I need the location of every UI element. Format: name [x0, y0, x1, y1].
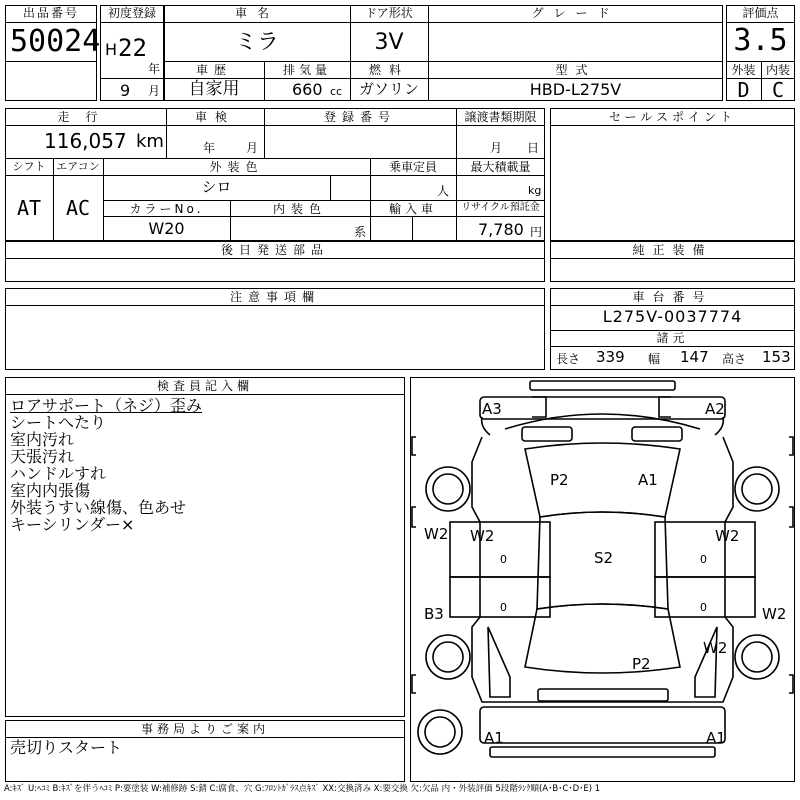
length-value: 339	[596, 348, 625, 366]
width-label: 幅	[648, 352, 661, 366]
inspection-year-unit: 年	[203, 141, 216, 155]
office-text: 売切りスタート	[10, 738, 123, 757]
damage-mark: A2	[705, 400, 725, 418]
inspector-line: 天張汚れ	[10, 447, 75, 466]
damage-mark: 0	[700, 553, 707, 566]
inspector-notes	[10, 397, 202, 533]
aircon-label: エアコン	[56, 160, 100, 173]
inspector-line: ロアサポート（ネジ）歪み	[10, 396, 203, 415]
damage-mark: P2	[632, 655, 651, 673]
length-label: 長さ	[556, 352, 581, 366]
damage-mark: P2	[550, 471, 569, 489]
damage-mark: W2	[715, 527, 740, 545]
fuel-label: 燃料	[368, 63, 409, 77]
inspector-line: 室内汚れ	[10, 430, 75, 449]
displacement-value: 660	[292, 80, 323, 99]
capacity-unit: 人	[437, 184, 450, 198]
door-type: 3V	[374, 30, 404, 55]
inspector-line: ハンドルすれ	[10, 464, 107, 483]
recycle-fee: 7,780	[478, 220, 524, 239]
interior-grade: C	[771, 78, 785, 102]
damage-mark: S2	[594, 549, 614, 567]
inspector-label: 検査員記入欄	[156, 379, 253, 393]
history-label: 車歴	[195, 63, 232, 77]
score-label: 評価点	[742, 6, 779, 20]
reg-month: 9	[120, 81, 131, 100]
inspector-line: 室内内張傷	[10, 481, 91, 500]
displacement-unit: cc	[330, 85, 343, 98]
displacement-label: 排気量	[282, 63, 331, 77]
first-reg-label: 初度登録	[107, 6, 156, 20]
door-label: ドア形状	[365, 6, 413, 20]
exterior-grade: D	[737, 78, 750, 102]
shift-label: シフト	[12, 160, 46, 173]
damage-mark: A3	[482, 400, 502, 418]
fuel-value: ガソリン	[358, 80, 419, 98]
inspector-line: シートへたり	[10, 413, 107, 432]
capacity-label: 乗車定員	[388, 160, 437, 174]
lot-label: 出品番号	[22, 6, 79, 20]
damage-mark: 0	[500, 553, 507, 566]
color-no-value: W20	[148, 219, 185, 238]
damage-mark: 0	[700, 601, 707, 614]
inspector-line: 外装うすい線傷、色あせ	[10, 498, 187, 517]
ext-color-value: シロ	[201, 178, 232, 196]
color-no-label: カラーNo.	[129, 202, 204, 216]
transfer-day-unit: 日	[527, 141, 540, 155]
era-letter: H	[105, 40, 118, 59]
history-value: 自家用	[188, 79, 240, 99]
mileage-unit: km	[136, 131, 164, 152]
damage-mark: W2	[470, 527, 495, 545]
damage-mark: W2	[424, 525, 449, 543]
int-color-label: 内装色	[272, 202, 327, 216]
damage-mark: A1	[706, 729, 726, 747]
dims-label: 諸元	[656, 331, 689, 345]
equipment-label: 純正装備	[632, 243, 713, 257]
ext-color-label: 外装色	[209, 160, 264, 174]
width-value: 147	[680, 348, 709, 366]
overall-score: 3.5	[733, 23, 788, 58]
damage-mark: 0	[500, 601, 507, 614]
recycle-unit: 円	[530, 225, 543, 239]
chassis-label: 車台番号	[632, 290, 713, 304]
max-load-unit: kg	[528, 184, 542, 197]
damage-mark: A1	[638, 471, 658, 489]
transfer-month-unit: 月	[490, 141, 503, 155]
height-label: 高さ	[722, 352, 747, 366]
sales-points-label: セールスポイント	[609, 110, 736, 124]
notes-label: 注意事項欄	[229, 290, 320, 304]
office-label: 事務局よりご案内	[140, 722, 269, 736]
damage-mark: W2	[703, 639, 728, 657]
damage-mark: B3	[424, 605, 444, 623]
car-diagram	[410, 377, 795, 782]
exterior-label: 外装	[731, 63, 756, 77]
car-name-label: 車名	[234, 6, 279, 20]
mileage-value: 116,057	[44, 129, 127, 153]
inspection-month-unit: 月	[246, 141, 259, 155]
max-load-label: 最大積載量	[470, 160, 531, 174]
damage-mark: W2	[762, 605, 787, 623]
model-value: HBD-L275V	[529, 80, 622, 99]
month-unit: 月	[148, 84, 161, 98]
year-unit: 年	[148, 62, 161, 76]
legend-text: A:ｷｽﾞ U:ﾍｺﾐ B:ｷｽﾞを伴うﾍｺﾐ P:要塗装 W:補修跡 S:錆 C:腐食、穴 G:ﾌﾛﾝﾄｶﾞﾗｽ点ｷｽﾞ XX:交換済み X:要交換 欠:欠品 内・外装評価 5段階ﾗﾝｸ順(A･B･C･D･E) 1	[4, 784, 601, 794]
sales-points-box	[550, 108, 795, 241]
damage-mark: A1	[484, 729, 504, 747]
lot-number: 50024	[10, 24, 101, 59]
recycle-label: リサイクル預託金	[461, 202, 540, 213]
reg-year: 22	[118, 34, 147, 62]
interior-label: 内装	[765, 63, 790, 77]
inspector-line: キーシリンダー×	[10, 515, 135, 534]
model-label: 型式	[555, 63, 596, 77]
mileage-label: 走行	[57, 110, 114, 124]
shift-value: AT	[16, 196, 42, 220]
import-label: 輸入車	[388, 202, 437, 216]
inspection-label: 車検	[194, 110, 235, 124]
int-color-unit: 系	[354, 225, 367, 239]
aircon-value: AC	[65, 196, 91, 220]
chassis-number: L275V-0037774	[602, 307, 743, 326]
later-parts-label: 後日発送部品	[220, 243, 329, 257]
height-value: 153	[762, 348, 791, 366]
transfer-label: 譲渡書類期限	[464, 110, 537, 124]
grade-label: グレード	[531, 6, 620, 20]
reg-no-label: 登録番号	[323, 110, 396, 124]
car-name: ミラ	[234, 30, 279, 55]
